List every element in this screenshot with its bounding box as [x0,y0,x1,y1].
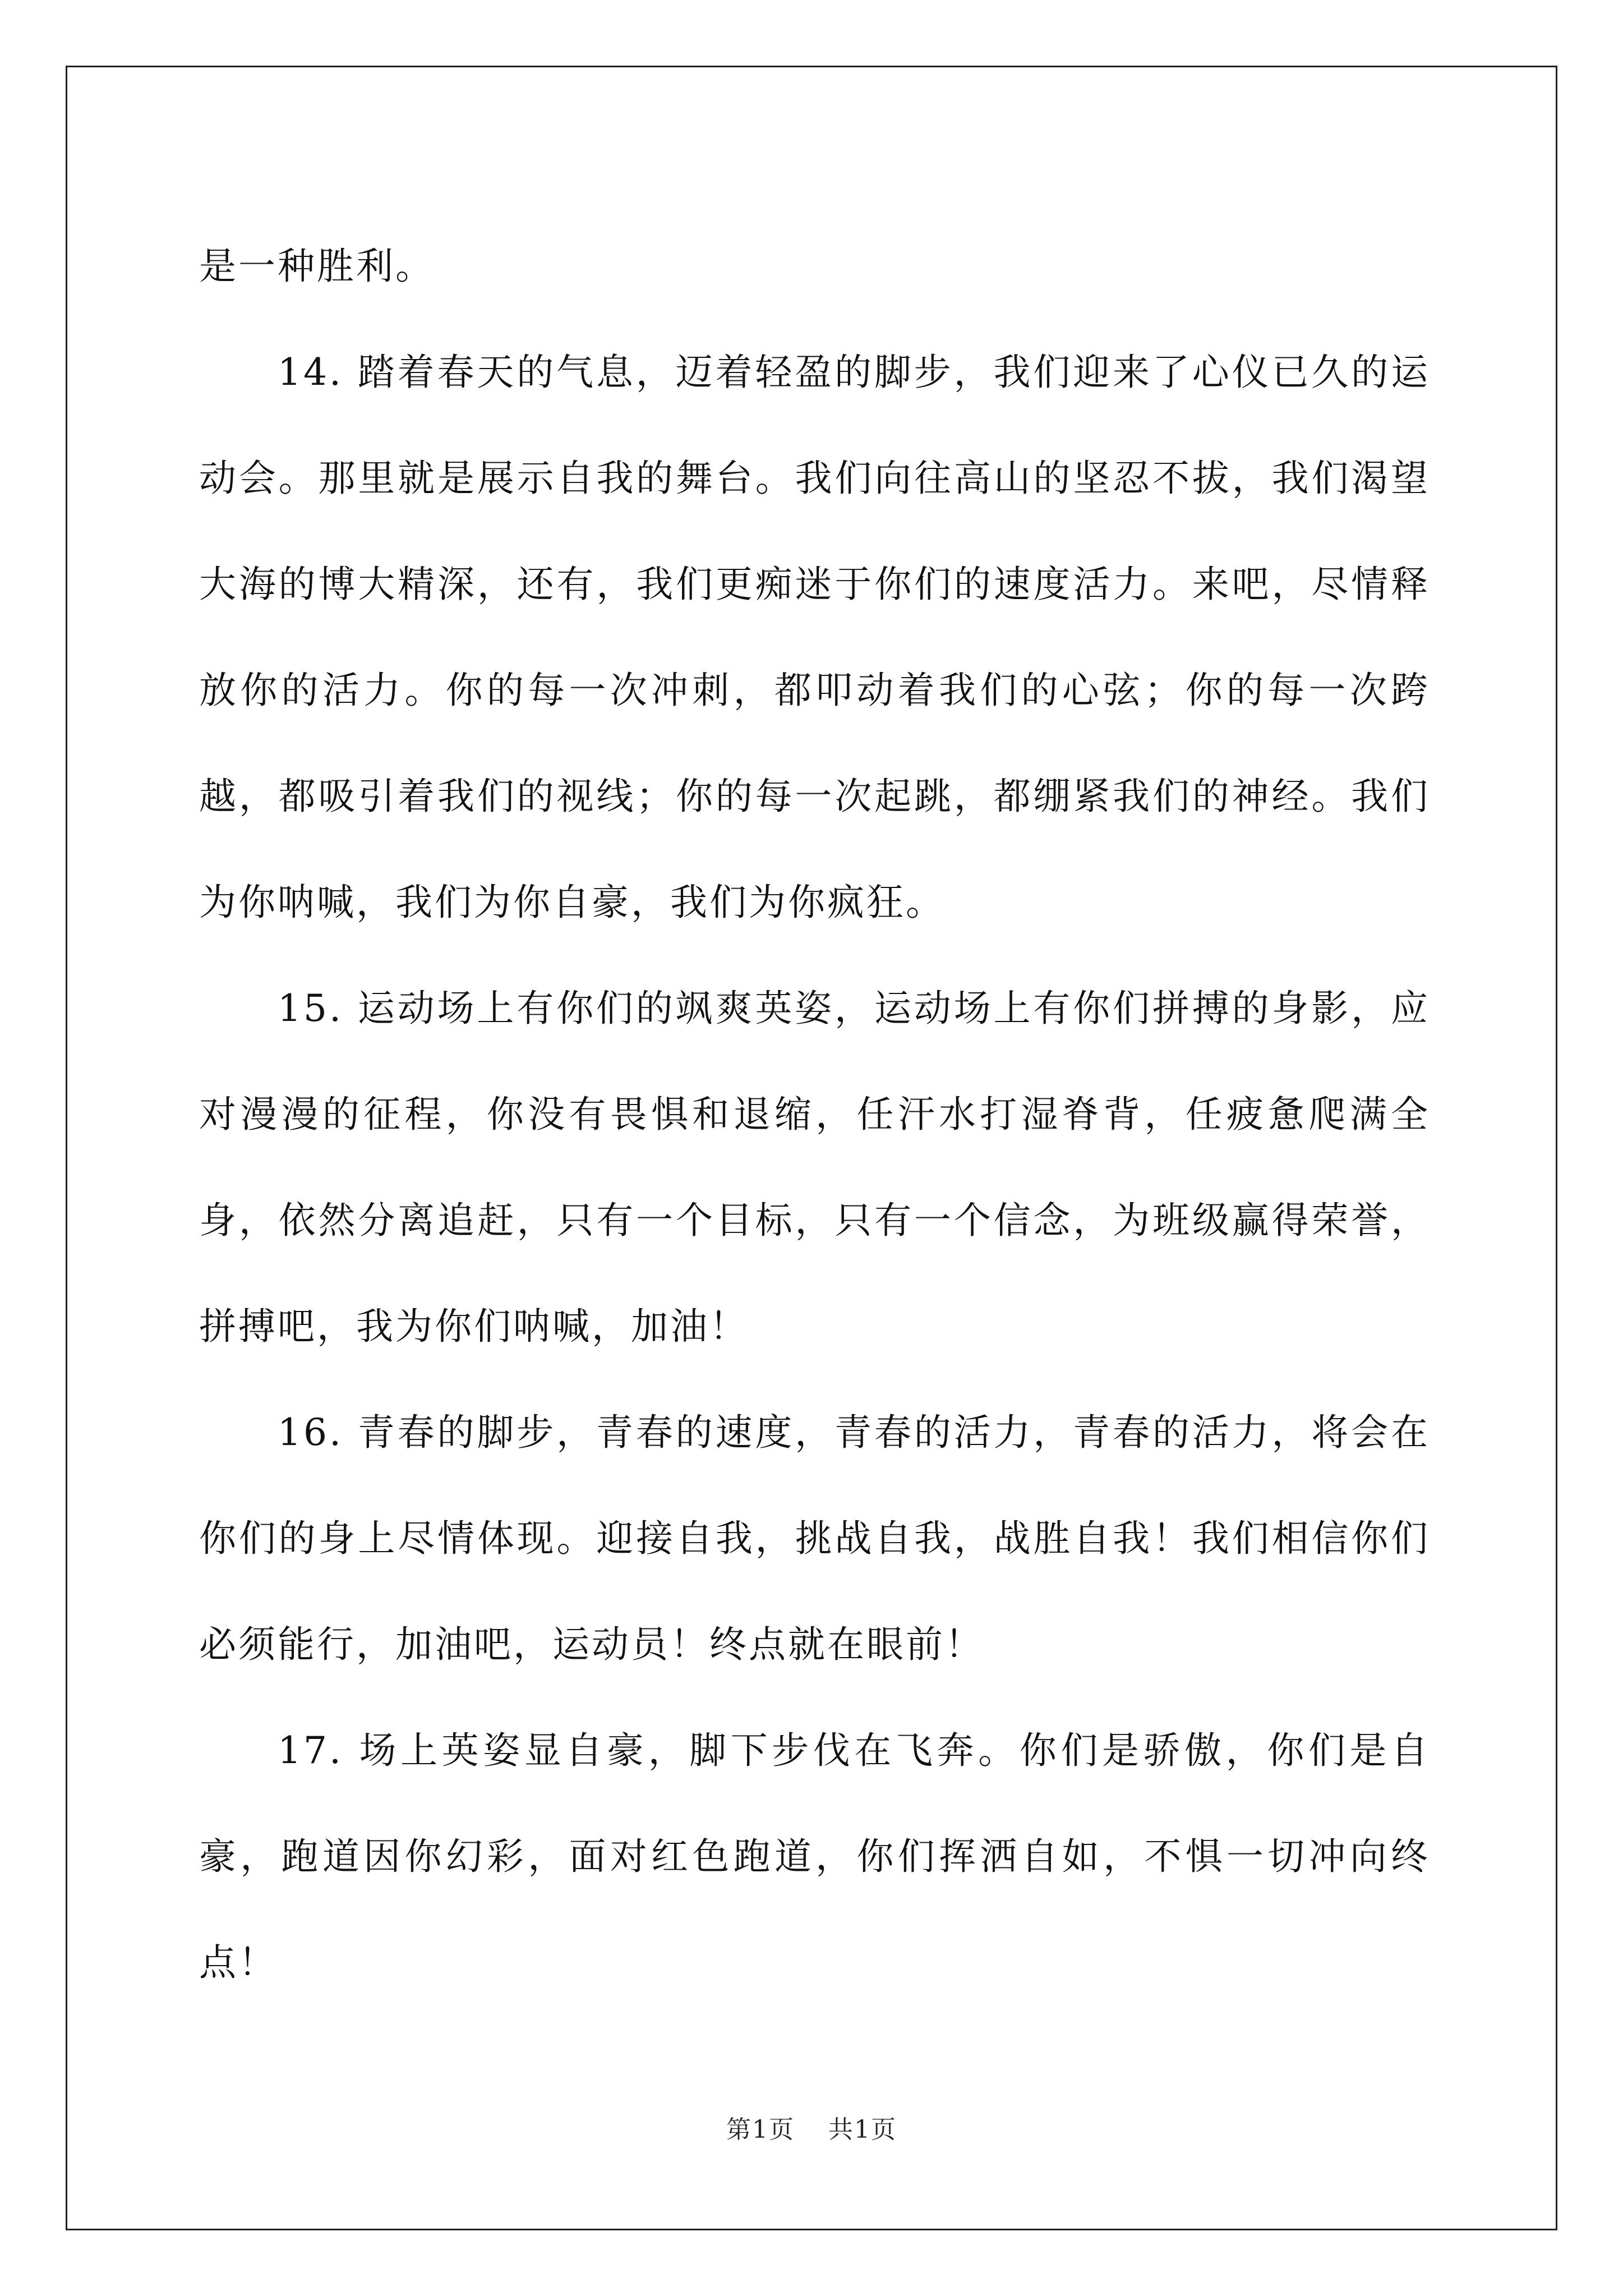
paragraph-16: 16. 青春的脚步，青春的速度，青春的活力，青春的活力，将会在你们的身上尽情体现。迎接自我，挑战自我，战胜自我！我们相信你们必须能行，加油吧，运动员！终点就在眼前！ [199,1411,1430,1666]
paragraph-continuation: 是一种胜利。 [199,245,435,288]
paragraph-15: 15. 运动场上有你们的飒爽英姿，运动场上有你们拼搏的身影，应对漫漫的征程，你没有畏惧和退缩，任汗水打湿脊背，任疲惫爬满全身，依然分离追赶，只有一个目标，只有一个信念，为班级赢得荣誉，拼搏吧，我为你们呐喊，加油！ [199,987,1430,1348]
paragraph-14: 14. 踏着春天的气息，迈着轻盈的脚步，我们迎来了心仪已久的运动会。那里就是展示自我的舞台。我们向往高山的坚忍不拔，我们渴望大海的博大精深，还有，我们更痴迷于你们的速度活力。来吧，尽情释放你的活力。你的每一次冲刺，都叩动着我们的心弦；你的每一次跨越，都吸引着我们的视线；你的每一次起跳，都绷紧我们的神经。我们为你呐喊，我们为你自豪，我们为你疯狂。 [199,351,1430,924]
page-number: 第1页 [726,2115,795,2144]
document-body [199,213,1430,2016]
page-footer [0,2109,1623,2145]
page-total: 共1页 [828,2115,897,2144]
paragraph-17: 17. 场上英姿显自豪，脚下步伐在飞奔。你们是骄傲，你们是自豪，跑道因你幻彩，面对红色跑道，你们挥洒自如，不惧一切冲向终点！ [199,1729,1430,1984]
